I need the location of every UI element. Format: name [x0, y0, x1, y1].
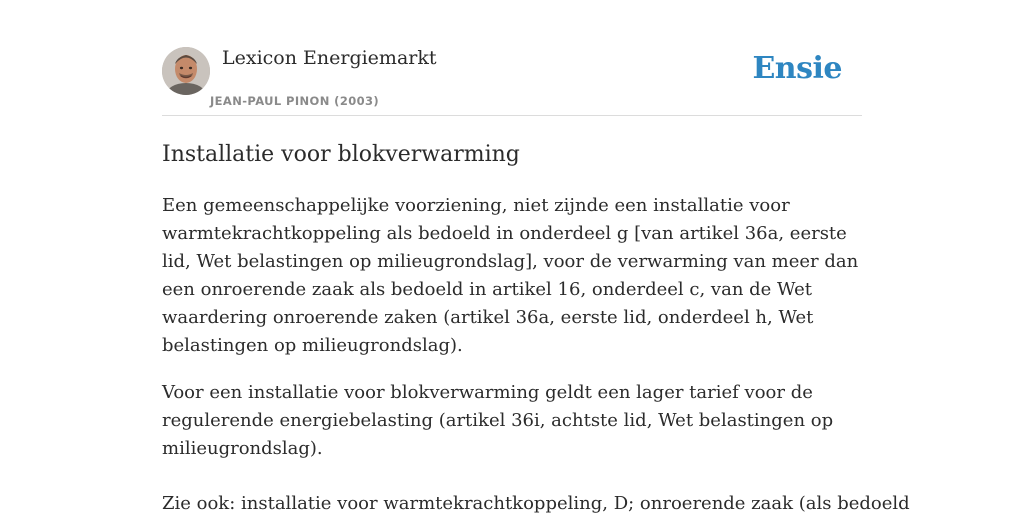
author-avatar[interactable] — [162, 47, 210, 95]
author-name[interactable]: JEAN-PAUL PINON (2003) — [210, 94, 380, 108]
entry-paragraph-2: Voor een installatie voor blokverwarming geldt een lager tarief voor de regulerende energiebelasting (artikel 36i, achtste lid, Wet belastingen op milieugrondslag). — [162, 382, 834, 459]
page-header — [162, 0, 862, 116]
entry-title: Installatie voor blokverwarming — [162, 142, 520, 167]
author-portrait-icon — [162, 47, 210, 95]
brand-logo[interactable]: Ensie — [752, 51, 842, 86]
entry-paragraph-1: Een gemeenschappelijke voorziening, niet zijnde een installatie voor warmtekrachtkoppeling als bedoeld in onderdeel g [van artikel 36a, eerste lid, Wet belastingen op milieugrondslag], voor de verwarming van meer dan een onroerende zaak als bedoeld in artikel 16, onderdeel c, van de Wet waardering onroerende zaken (artikel 36a, eerste lid, onderdeel h, Wet belastingen op milieugrondslag). — [162, 195, 859, 356]
book-title-link[interactable]: Lexicon Energiemarkt — [222, 47, 437, 69]
entry-page — [162, 0, 910, 514]
entry-see-also: Zie ook: installatie voor warmtekrachtkoppeling, D; onroerende zaak (als bedoeld — [162, 493, 910, 514]
